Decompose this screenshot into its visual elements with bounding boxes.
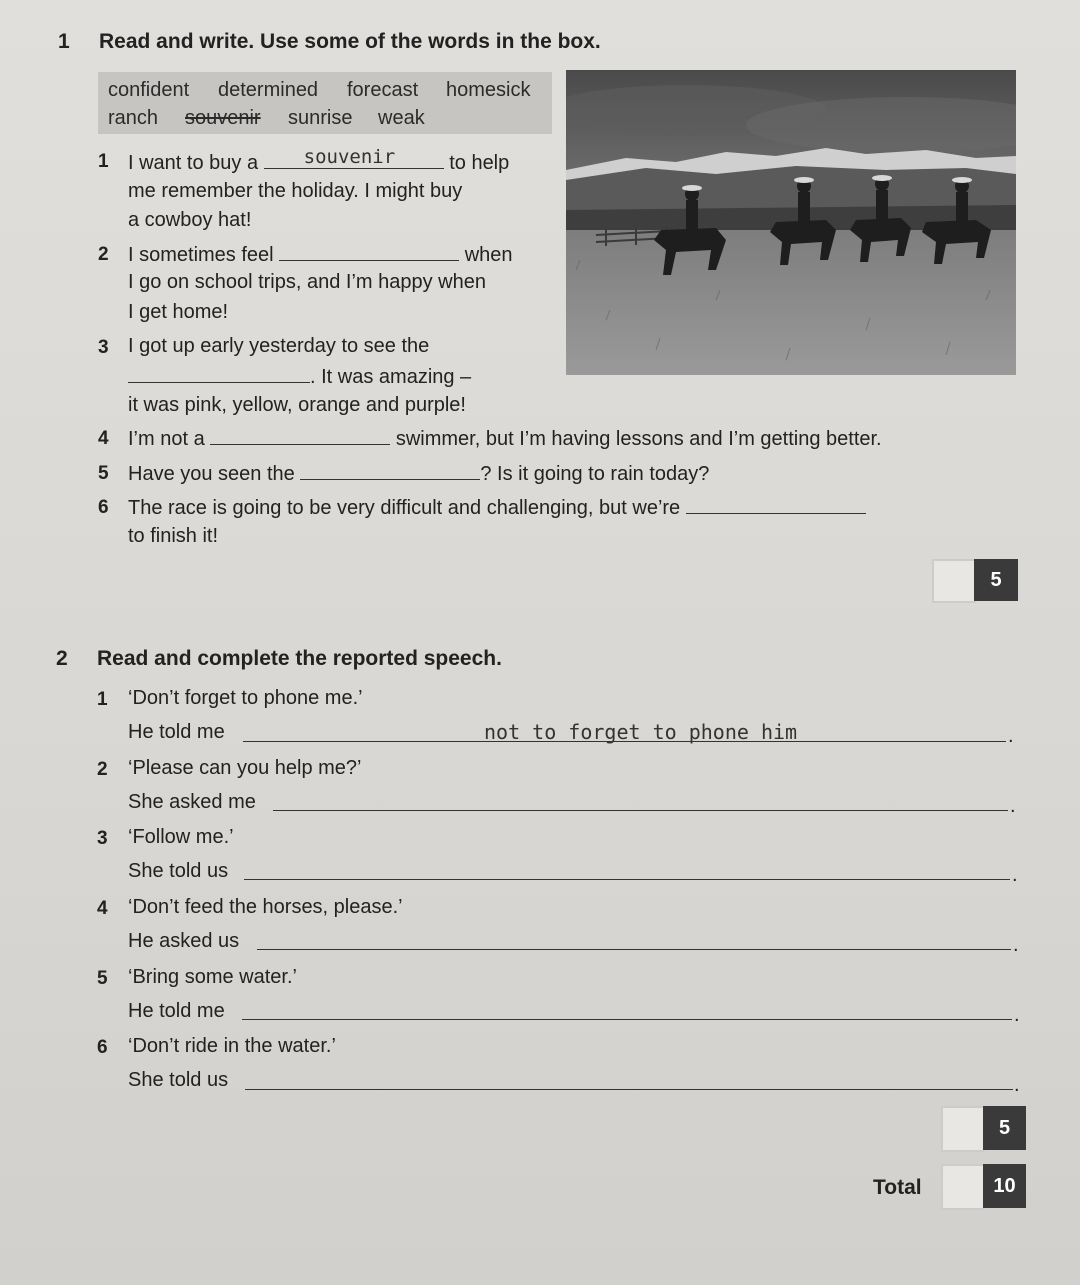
q1-line-1 bbox=[128, 146, 510, 175]
q1-line-2: me remember the holiday. I might buy bbox=[128, 180, 463, 202]
rs4-answer-field[interactable] bbox=[257, 949, 1011, 950]
rs5-quote: ‘Bring some water.’ bbox=[128, 966, 297, 988]
q5-number: 5 bbox=[98, 463, 109, 484]
word-determined: determined bbox=[218, 79, 319, 101]
q4-text-b: swimmer, but I’m having lessons and I’m getting better. bbox=[395, 428, 882, 450]
q2-number: 2 bbox=[98, 244, 109, 265]
score-box-2[interactable] bbox=[941, 1106, 985, 1152]
rs3-number: 3 bbox=[97, 828, 108, 849]
total-score-box[interactable] bbox=[941, 1164, 985, 1210]
total-max: 10 bbox=[983, 1164, 1026, 1208]
q2-text-a: I sometimes feel bbox=[128, 244, 274, 266]
q4-line bbox=[128, 426, 882, 451]
q3-text-b: . It was amazing – bbox=[310, 366, 472, 388]
word-weak: weak bbox=[378, 107, 425, 129]
q3-answer-field[interactable] bbox=[128, 364, 310, 383]
rs6-quote: ‘Don’t ride in the water.’ bbox=[128, 1035, 336, 1057]
rs4-lead: He asked us bbox=[128, 930, 240, 952]
rs6-answer-field[interactable] bbox=[245, 1089, 1013, 1090]
exercise-2-instruction: Read and complete the reported speech. bbox=[97, 647, 502, 670]
q6-number: 6 bbox=[98, 497, 109, 518]
exercise-2-number: 2 bbox=[56, 647, 68, 670]
cowboys-photo bbox=[566, 70, 1016, 375]
word-confident: confident bbox=[108, 79, 190, 101]
rs6-number: 6 bbox=[97, 1037, 108, 1058]
q2-answer-field[interactable] bbox=[279, 242, 459, 261]
score-max-2: 5 bbox=[983, 1106, 1026, 1150]
q6-answer-field[interactable] bbox=[686, 495, 866, 514]
q6-line-1 bbox=[128, 495, 866, 520]
rs5-number: 5 bbox=[97, 968, 108, 989]
rs1-answer: not to forget to phone him bbox=[484, 720, 798, 744]
q1-answer: souvenir bbox=[303, 146, 396, 168]
q4-number: 4 bbox=[98, 428, 109, 449]
rs2-quote: ‘Please can you help me?’ bbox=[128, 757, 362, 779]
rs3-answer-field[interactable] bbox=[244, 879, 1010, 880]
rs1-lead: He told me bbox=[128, 721, 225, 743]
q2-line-2: I go on school trips, and I’m happy when bbox=[128, 271, 486, 293]
rs6-period: . bbox=[1014, 1074, 1020, 1096]
q5-text-a: Have you seen the bbox=[128, 463, 295, 485]
rs2-period: . bbox=[1010, 795, 1016, 817]
rs3-lead: She told us bbox=[128, 860, 229, 882]
word-forecast: forecast bbox=[347, 79, 419, 101]
word-homesick: homesick bbox=[446, 79, 531, 101]
word-souvenir-crossed: souvenir bbox=[185, 107, 261, 129]
q1-text-b: to help bbox=[449, 152, 510, 174]
rs3-quote: ‘Follow me.’ bbox=[128, 826, 234, 848]
rs2-lead: She asked me bbox=[128, 791, 256, 813]
q5-answer-field[interactable] bbox=[300, 461, 480, 480]
q6-line-2: to finish it! bbox=[128, 525, 219, 547]
rs1-period: . bbox=[1008, 725, 1014, 747]
score-max-1: 5 bbox=[974, 559, 1018, 601]
exercise-1-number: 1 bbox=[58, 30, 70, 53]
q1-answer-field[interactable] bbox=[264, 146, 444, 169]
rs2-number: 2 bbox=[97, 759, 108, 780]
q4-answer-field[interactable] bbox=[210, 426, 390, 445]
q4-text-a: I’m not a bbox=[128, 428, 205, 450]
rs1-quote: ‘Don’t forget to phone me.’ bbox=[128, 687, 363, 709]
rs4-number: 4 bbox=[97, 898, 108, 919]
word-ranch: ranch bbox=[108, 107, 159, 129]
rs5-lead: He told me bbox=[128, 1000, 225, 1022]
q5-line bbox=[128, 461, 709, 486]
rs4-quote: ‘Don’t feed the horses, please.’ bbox=[128, 896, 403, 918]
q3-line-1: I got up early yesterday to see the bbox=[128, 335, 430, 357]
q1-text-a: I want to buy a bbox=[128, 152, 259, 174]
q3-line-2 bbox=[128, 364, 471, 389]
q2-line-1 bbox=[128, 242, 513, 267]
q1-line-3: a cowboy hat! bbox=[128, 209, 252, 231]
q2-line-3: I get home! bbox=[128, 301, 229, 323]
total-label: Total bbox=[873, 1176, 922, 1199]
rs4-period: . bbox=[1013, 934, 1019, 956]
exercise-1-instruction: Read and write. Use some of the words in the box. bbox=[99, 30, 601, 53]
q6-text-a: The race is going to be very difficult and challenging, but we’re bbox=[128, 497, 681, 519]
score-box-1[interactable] bbox=[932, 559, 976, 603]
q3-line-3: it was pink, yellow, orange and purple! bbox=[128, 394, 466, 416]
rs6-lead: She told us bbox=[128, 1069, 229, 1091]
q1-number: 1 bbox=[98, 151, 109, 172]
q3-number: 3 bbox=[98, 337, 109, 358]
word-sunrise: sunrise bbox=[288, 107, 353, 129]
rs5-answer-field[interactable] bbox=[242, 1019, 1012, 1020]
rs3-period: . bbox=[1012, 864, 1018, 886]
rs5-period: . bbox=[1014, 1004, 1020, 1026]
rs1-number: 1 bbox=[97, 689, 108, 710]
rs2-answer-field[interactable] bbox=[273, 810, 1008, 811]
q2-text-b: when bbox=[464, 244, 513, 266]
q5-text-b: ? Is it going to rain today? bbox=[480, 463, 710, 485]
